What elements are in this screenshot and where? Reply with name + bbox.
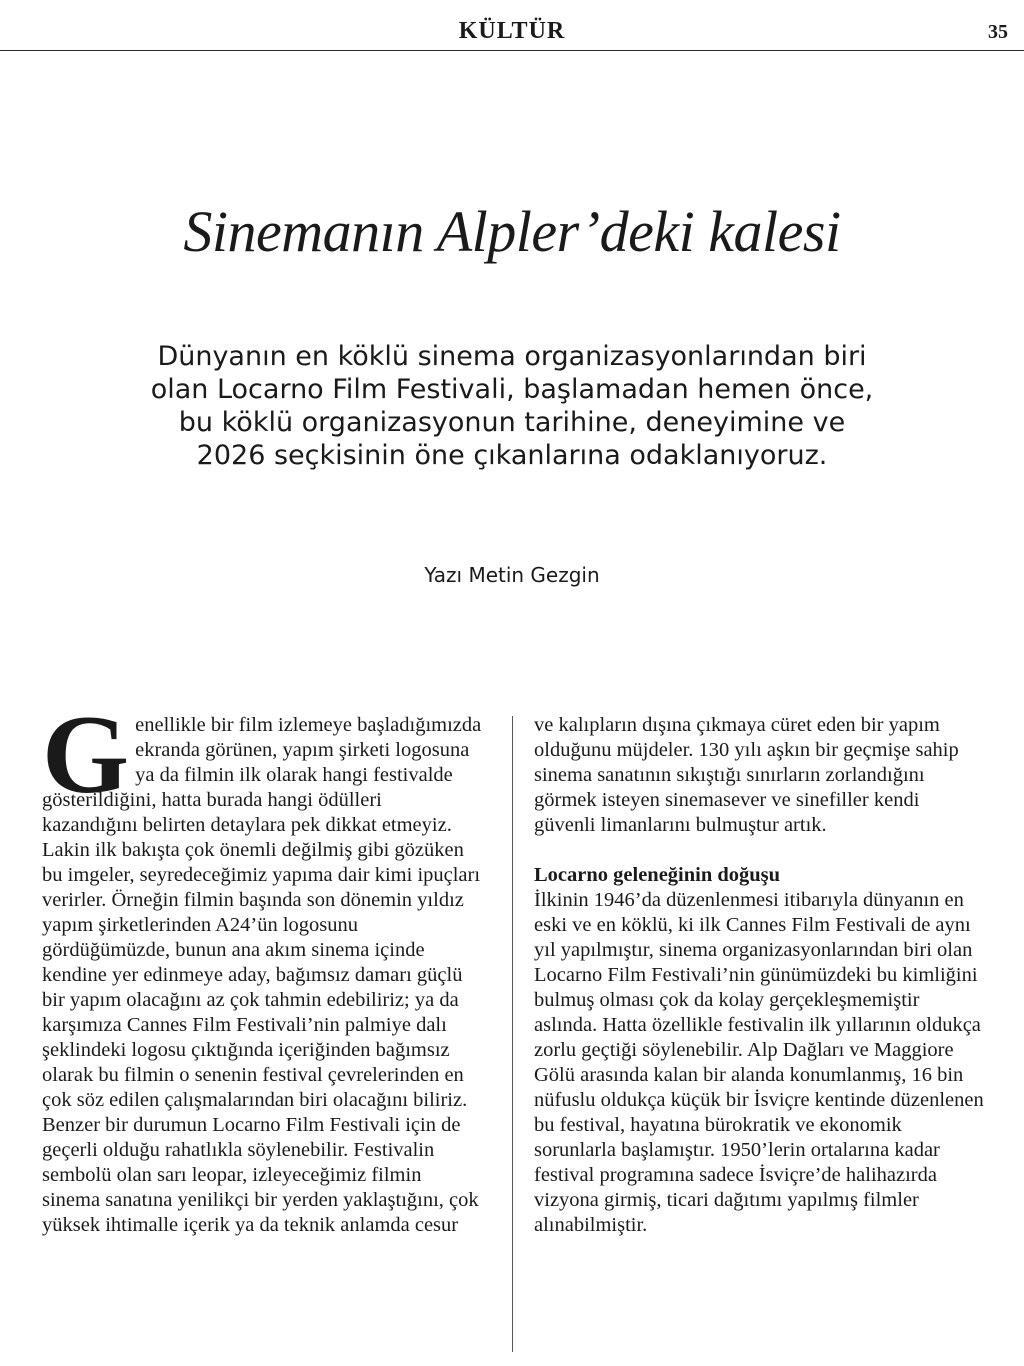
page-number: 35 [988, 21, 1008, 43]
body-column-left [42, 693, 482, 1238]
column-divider [512, 716, 513, 1352]
drop-cap: G [42, 693, 130, 817]
page-header [0, 0, 1024, 51]
article-byline: Yazı Metin Gezgin [424, 563, 600, 587]
body-paragraph: ve kalıpların dışına çıkmaya cüret eden bir yapım olduğunu müjdeler. 130 yılı aşkın bir geçmişe sahip sinema sanatının sıkıştığı sınırların zorlandığını görmek isteyen sinemasever ve sinefiller kendi güvenli limanlarını bulmuştur artık. [534, 714, 959, 836]
body-column-right [534, 713, 984, 1238]
article-standfirst: Dünyanın en köklü sinema organizasyonlarından biri olan Locarno Film Festivali, başlamadan hemen önce, bu köklü organizasyonun tarihine, deneyimine ve 2026 seçkisinin öne çıkanlarına odaklanıyoruz. [150, 341, 874, 471]
article-title: Sinemanın Alpler’deki kalesi [183, 199, 841, 264]
body-paragraph: İlkinin 1946’da düzenlenmesi itibarıyla dünyanın en eski ve en köklü, ki ilk Cannes Film Festivali de aynı yıl yapılmıştır, sinema organizasyonlarından biri olan Locarno Film Festivali’nin günümüzdeki bu kimliğini bulmuş olması çok da kolay gerçekleşmemiştir aslında. Hatta özellikle festivalin ilk yıllarının oldukça zorlu geçtiği söylenebilir. Alp Dağları ve Maggiore Gölü arasında kalan bir alanda konumlanmış, 16 bin nüfuslu oldukça küçük bir İsviçre kentinde düzenlenen bu festival, hayatına bürokratik ve ekonomik sorunlarla başlamıştır. 1950’lerin ortalarına kadar festival programına sadece İsviçre’de halihazırda vizyona girmiş, ticari dağıtımı yapılmış filmler alınabilmiştir. [534, 889, 984, 1236]
section-subheading: Locarno geleneğinin doğuşu [534, 864, 781, 886]
section-label: KÜLTÜR [458, 18, 566, 44]
body-paragraph: enellikle bir film izlemeye başladığımızda ekranda görünen, yapım şirketi logosuna ya da filmin ilk olarak hangi festivalde gösterildiğini, hatta burada hangi ödülleri kazandığını belirten detaylara pek dikkat etmeyiz. Lakin ilk bakışta çok önemli değilmiş gibi gözüken bu imgeler, seyredeceğimiz yapıma dair kimi ipuçları verirler. Örneğin filmin başında son dönemin yıldız yapım şirketlerinden A24’ün logosunu gördüğümüzde, bunun ana akım sinema içinde kendine yer edinmeye aday, bağımsız damarı güçlü bir yapım olacağını az çok tahmin edebiliriz; ya da karşımıza Cannes Film Festivali’nin palmiye dalı şeklindeki logosu çıktığında içeriğinden bağımsız olarak bu filmin o senenin festival çevrelerinden en çok söz edilen çalışmalarından biri olacağını biliriz. Benzer bir durumun Locarno Film Festivali için de geçerli olduğu rahatlıkla söylenebilir. Festivalin sembolü olan sarı leopar, izleyeceğimiz filmin sinema sanatına yenilikçi bir yerden yaklaştığını, çok yüksek ihtimalle içerik ya da teknik anlamda cesur [42, 714, 482, 1236]
